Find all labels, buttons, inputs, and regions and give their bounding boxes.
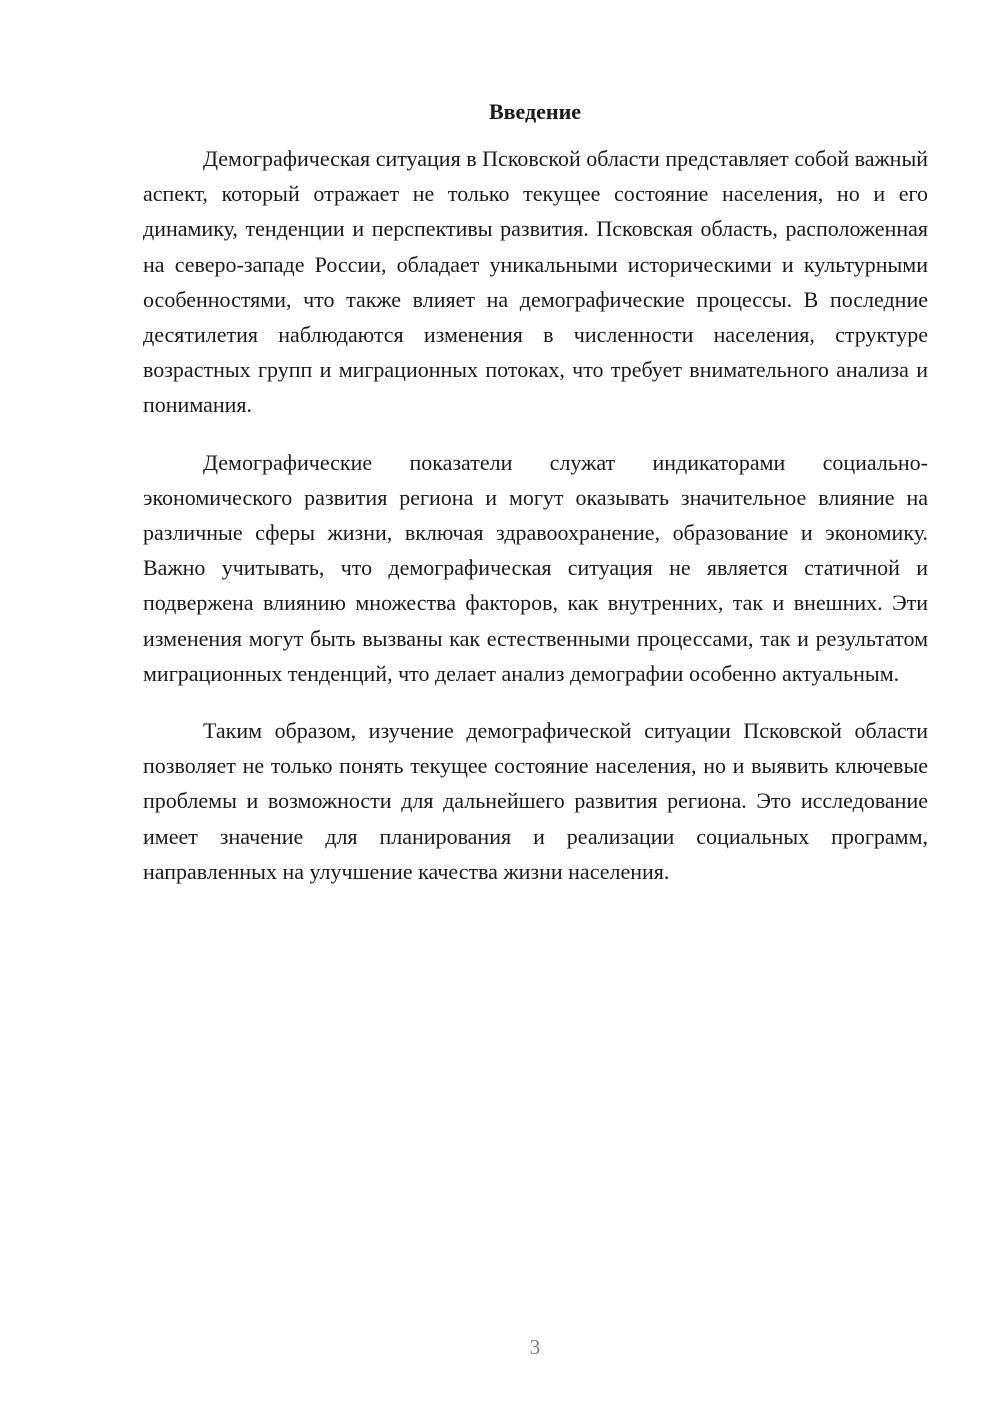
body-text	[143, 141, 928, 911]
section-heading: Введение	[488, 99, 582, 124]
paragraph: Демографические показатели служат индикаторами социально-экономического развития региона и могут оказывать значительное влияние на различные сферы жизни, включая здравоохранение, образование и экономику. Важно учитывать, что демографическая ситуация не является статичной и подвержена влиянию множества факторов, как внутренних, так и внешних. Эти изменения могут быть вызваны как естественными процессами, так и результатом миграционных тенденций, что делает анализ демографии особенно актуальным.	[143, 449, 928, 686]
page-number: 3	[529, 1335, 541, 1359]
paragraph: Таким образом, изучение демографической ситуации Псковской области позволяет не только понять текущее состояние населения, но и выявить ключевые проблемы и возможности для дальнейшего развития региона. Это исследование имеет значение для планирования и реализации социальных программ, направленных на улучшение качества жизни населения.	[143, 718, 928, 884]
paragraph: Демографическая ситуация в Псковской области представляет собой важный аспект, который отражает не только текущее состояние населения, но и его динамику, тенденции и перспективы развития. Псковская область, расположенная на северо-западе России, обладает уникальными историческими и культурными особенностями, что также влияет на демографические процессы. В последние десятилетия наблюдаются изменения в численности населения, структуре возрастных групп и миграционных потоках, что требует внимательного анализа и понимания.	[143, 146, 928, 418]
